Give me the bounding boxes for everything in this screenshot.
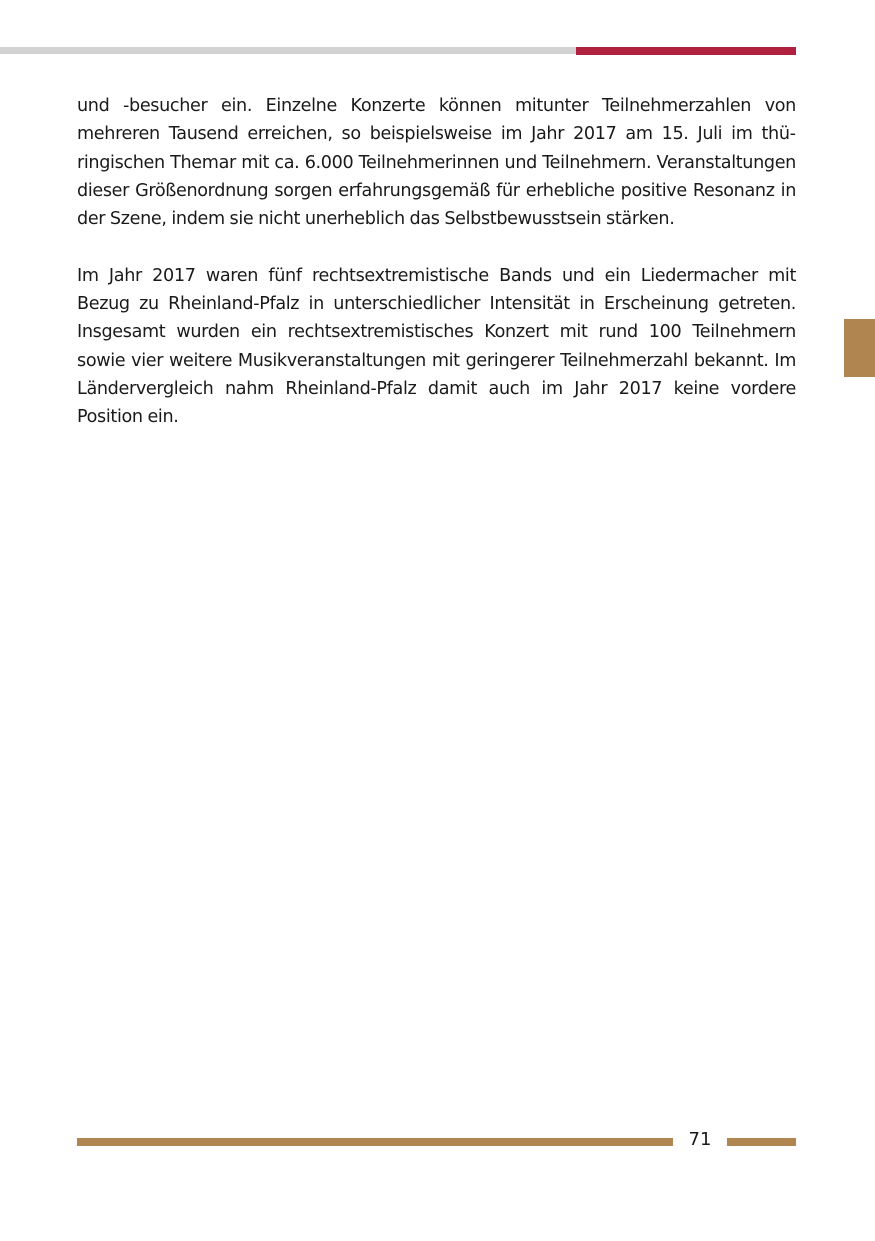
- page-body: [77, 92, 796, 432]
- header-rule-red: [576, 47, 796, 55]
- page-number: 71: [688, 1129, 712, 1150]
- footer-rule-right: [727, 1138, 796, 1146]
- body-paragraph-1: und -besucher ein. Einzelne Konzerte können mitunter Teilnehmerzahlen von mehreren Tausend erreichen, so beispielsweise im Jahr 2017 am 15. Juli im thüringischen Themar mit ca. 6.000 Teilnehmerinnen und Teilnehmern. Veranstaltungen dieser Größenordnung sorgen erfahrungsgemäß für erhebliche positive Resonanz in der Szene, indem sie nicht unerheblich das Selbstbewusstsein stärken.: [77, 96, 796, 230]
- footer-rule-left: [77, 1138, 673, 1146]
- header-rule-gray: [0, 47, 576, 54]
- body-paragraph-2: Im Jahr 2017 waren fünf rechtsextremistische Bands und ein Liedermacher mit Bezug zu Rheinland-Pfalz in unterschiedlicher Intensität in Erscheinung getreten. Insgesamt wurden ein rechtsextremistisches Konzert mit rund 100 Teilnehmern sowie vier weitere Musikveranstaltungen mit geringerer Teilnehmerzahl bekannt. Im Ländervergleich nahm Rheinland-Pfalz damit auch im Jahr 2017 keine vordere Position ein.: [77, 265, 796, 428]
- chapter-side-tab: [844, 319, 875, 377]
